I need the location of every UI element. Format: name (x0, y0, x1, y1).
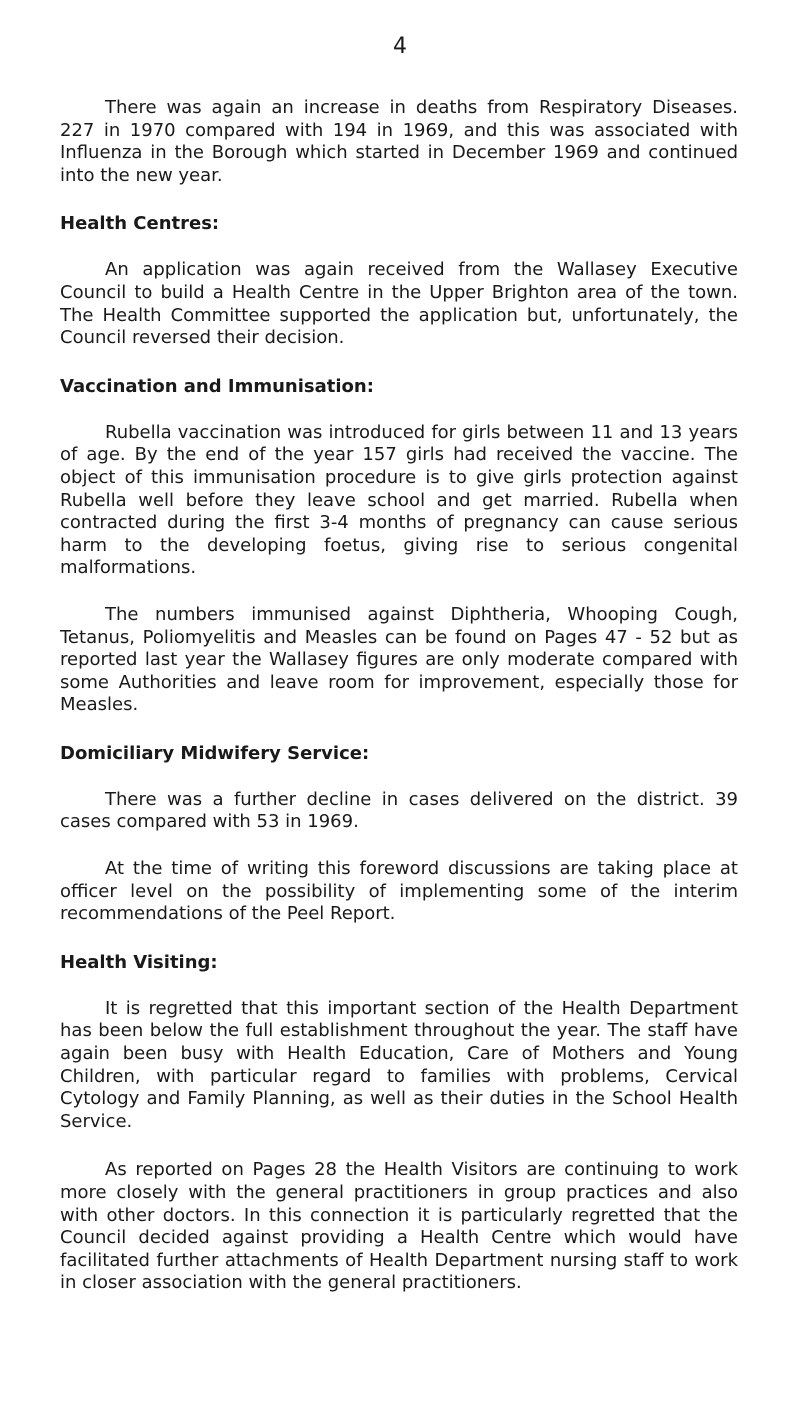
paragraph-peel-report: At the time of writing this foreword discussions are taking place at officer level on the possibility of implementing some of the interim recommendations of the Peel Report. (60, 858, 738, 925)
paragraph-midwifery-decline: There was a further decline in cases delivered on the district. 39 cases compared with 53 in 1969. (60, 788, 738, 833)
heading-health-centres: Health Centres: (60, 213, 220, 235)
page-number: 4 (393, 34, 407, 59)
heading-health-visiting: Health Visiting: (60, 951, 218, 973)
paragraph-health-visiting-staff: It is regretted that this important section of the Health Department has been below the full establishment throughout the year. The staff have again been busy with Health Education, Care of Mothers and Young Children, with particular regard to families with problems, Cervical Cytology and Family Planning, as well as their duties in the School Health Service. (60, 997, 738, 1132)
paragraph-immunisation-numbers: The numbers immunised against Diphtheria, Whooping Cough, Tetanus, Poliomyelitis and Measles can be found on Pages 47 - 52 but as reported last year the Wallasey figures are only moderate compared with some Authorities and leave room for improvement, especially those for Measles. (60, 603, 738, 716)
heading-vaccination: Vaccination and Immunisation: (60, 375, 374, 397)
heading-midwifery: Domiciliary Midwifery Service: (60, 742, 370, 764)
paragraph-respiratory-diseases: There was again an increase in deaths from Respiratory Diseases. 227 in 1970 compared with 194 in 1969, and this was associated with Influenza in the Borough which started in December 1969 and continued into the new year. (60, 97, 738, 186)
paragraph-general-practitioners: As reported on Pages 28 the Health Visitors are continuing to work more closely with the general practitioners in group practices and also with other doctors. In this connection it is particularly regretted that the Council decided against providing a Health Centre which would have facilitated further attachments of Health Department nursing staff to work in closer association with the general practitioners. (60, 1159, 738, 1294)
report-body (60, 97, 738, 1295)
paragraph-rubella: Rubella vaccination was introduced for girls between 11 and 13 years of age. By the end of the year 157 girls had received the vaccine. The object of this immunisation procedure is to give girls protection against Rubella well before they leave school and get married. Rubella when contracted during the first 3-4 months of pregnancy can cause serious harm to the developing foetus, giving rise to serious congenital malformations. (60, 421, 738, 579)
paragraph-health-centres: An application was again received from the Wallasey Executive Council to build a Health Centre in the Upper Brighton area of the town. The Health Committee supported the application but, unfortunately, the Council reversed their decision. (60, 259, 738, 349)
